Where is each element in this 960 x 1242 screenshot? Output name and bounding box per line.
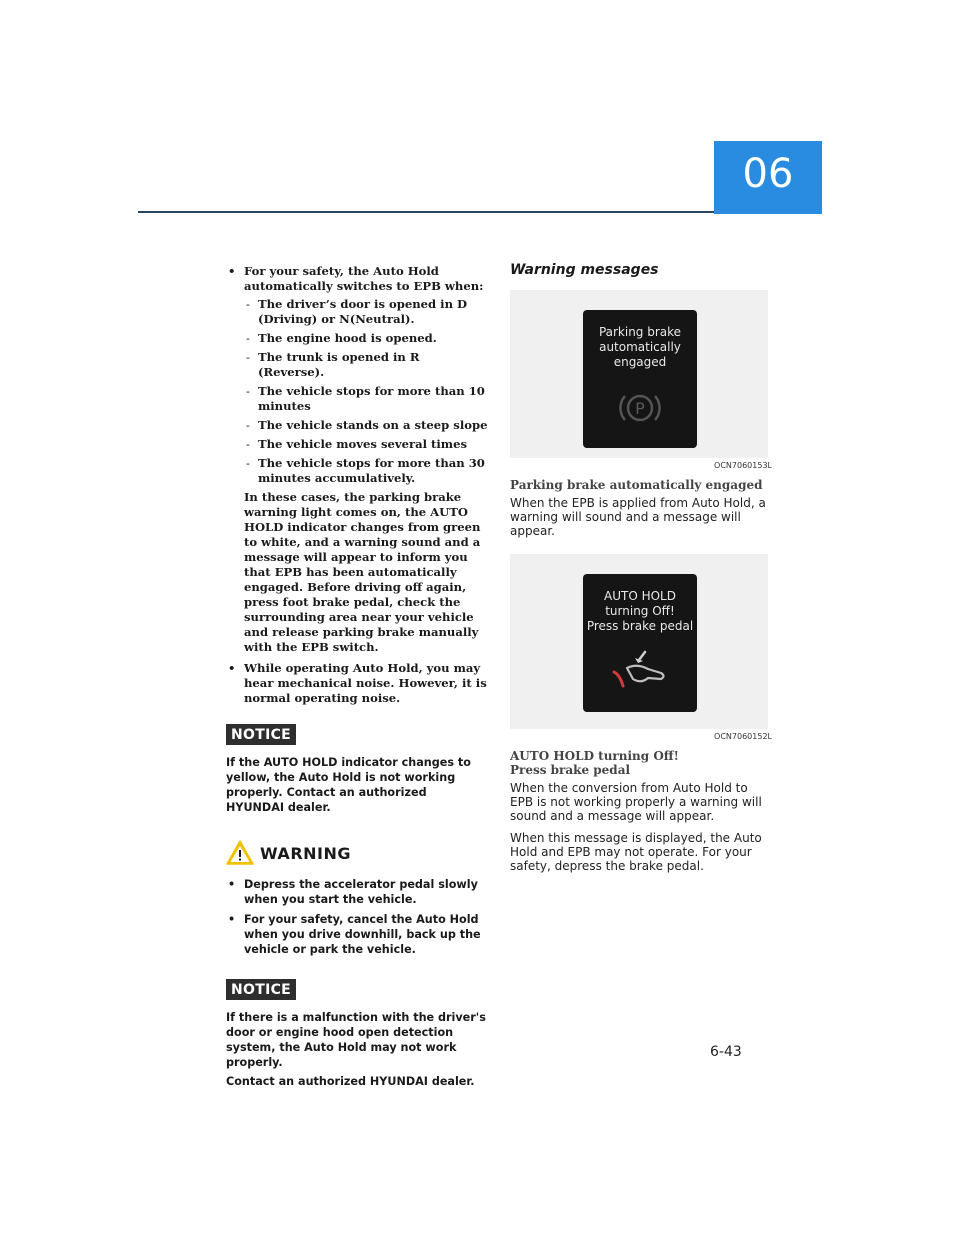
condition-item: - The vehicle stops for more than 10 minutes bbox=[244, 384, 488, 414]
condition-item: - The engine hood is opened. bbox=[244, 331, 488, 346]
notice-block bbox=[226, 724, 488, 815]
figure-caption: OCN7060153L bbox=[714, 461, 772, 470]
bullet-item bbox=[226, 661, 488, 706]
warning-triangle-icon bbox=[226, 839, 254, 867]
parking-icon-letter: P bbox=[635, 399, 645, 418]
screen-line: automatically bbox=[599, 340, 681, 354]
message-text: When the EPB is applied from Auto Hold, a warning will sound and a message will appear. bbox=[510, 496, 766, 538]
screen-message bbox=[583, 325, 697, 370]
screen-line: engaged bbox=[613, 355, 667, 369]
warning-item: • For your safety, cancel the Auto Hold when you drive downhill, back up the vehicle or park the vehicle. bbox=[226, 912, 488, 957]
bullet-item bbox=[226, 264, 488, 655]
notice-block bbox=[226, 979, 488, 1089]
condition-item: - The vehicle stands on a steep slope bbox=[244, 418, 488, 433]
screen-line: Press brake pedal bbox=[586, 619, 694, 633]
bullet-paragraph: In these cases, the parking brake warning light comes on, the AUTO HOLD indicator changes from green to white, and a warning sound and a message will appear to inform you that EPB has been automatically engaged. Before driving off again, press foot brake pedal, check the surrounding area near your vehicle and release parking brake manually with the EPB switch. bbox=[244, 490, 481, 654]
section-title: Warning messages bbox=[510, 262, 659, 278]
notice-badge: NOTICE bbox=[226, 724, 296, 745]
header-rule bbox=[138, 211, 714, 213]
bullet-text: While operating Auto Hold, you may hear mechanical noise. However, it is normal operating noise. bbox=[244, 661, 487, 705]
message-heading-line: Press brake pedal bbox=[510, 763, 631, 777]
screen-line: AUTO HOLD bbox=[604, 589, 676, 603]
right-column bbox=[510, 262, 772, 881]
message-text: When the conversion from Auto Hold to EPB is not working properly a warning will sound and a message will appear. bbox=[510, 781, 762, 823]
chapter-tab bbox=[714, 141, 822, 214]
cluster-screen bbox=[583, 310, 697, 448]
condition-item: - The trunk is opened in R (Reverse). bbox=[244, 350, 488, 380]
message-heading: Parking brake automatically engaged bbox=[510, 478, 763, 492]
warning-list bbox=[226, 877, 488, 957]
screen-line: turning Off! bbox=[605, 604, 675, 618]
notice-paragraph: If there is a malfunction with the driver's door or engine hood open detection system, the Auto Hold may not work properly. bbox=[226, 1011, 486, 1069]
figure-auto-hold-off bbox=[510, 554, 768, 729]
notice-text bbox=[226, 755, 488, 815]
bullet-text: For your safety, the Auto Hold automatically switches to EPB when: bbox=[244, 264, 484, 293]
notice-paragraph: If the AUTO HOLD indicator changes to yellow, the Auto Hold is not working properly. Contact an authorized HYUNDAI dealer. bbox=[226, 756, 471, 814]
cluster-screen bbox=[583, 574, 697, 712]
auto-hold-bullets bbox=[226, 264, 488, 706]
warning-block bbox=[226, 839, 488, 957]
brake-pedal-icon bbox=[611, 648, 671, 692]
warning-item: • Depress the accelerator pedal slowly when you start the vehicle. bbox=[226, 877, 488, 907]
message-text: When this message is displayed, the Auto Hold and EPB may not operate. For your safety, depress the brake pedal. bbox=[510, 831, 762, 873]
condition-list bbox=[244, 297, 488, 486]
chapter-number: 06 bbox=[742, 151, 794, 197]
warning-title: WARNING bbox=[260, 843, 351, 863]
notice-badge: NOTICE bbox=[226, 979, 296, 1000]
screen-line: Parking brake bbox=[598, 325, 682, 339]
condition-item: - The vehicle stops for more than 30 minutes accumulatively. bbox=[244, 456, 488, 486]
parking-brake-icon bbox=[618, 390, 662, 426]
notice-paragraph: Contact an authorized HYUNDAI dealer. bbox=[226, 1075, 475, 1088]
message-heading bbox=[510, 749, 772, 777]
left-column bbox=[226, 264, 488, 1093]
message-heading-line: AUTO HOLD turning Off! bbox=[510, 749, 679, 763]
figure-caption: OCN7060152L bbox=[714, 732, 772, 741]
condition-item: - The vehicle moves several times bbox=[244, 437, 488, 452]
warning-header bbox=[226, 839, 488, 867]
notice-text bbox=[226, 1010, 488, 1089]
page-number: 6-43 bbox=[710, 1044, 742, 1060]
figure-parking-brake bbox=[510, 290, 768, 458]
condition-item: - The driver’s door is opened in D (Driving) or N(Neutral). bbox=[244, 297, 488, 327]
screen-message bbox=[583, 589, 697, 634]
